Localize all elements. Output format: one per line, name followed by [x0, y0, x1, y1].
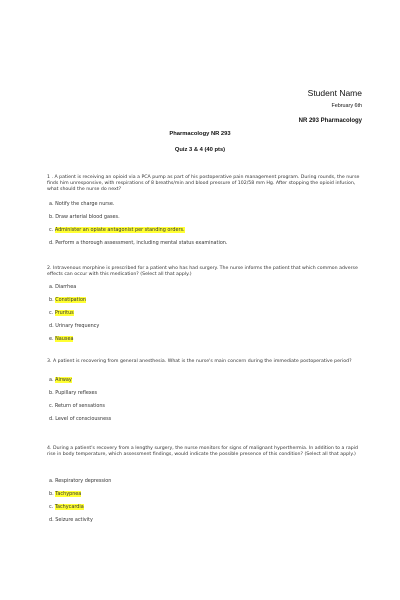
- question-3: 3. A patient is recovering from general anesthesia. What is the nurse's main concern during the immediate postoperative period?: [47, 359, 352, 364]
- highlighted-answer: Tachycardia: [54, 504, 84, 510]
- q2-option-c: c. Pruritus: [49, 310, 74, 316]
- q1-option-c: c. Administer an opiate antagonist per standing orders.: [49, 227, 185, 233]
- quiz-title: Pharmacology NR 293: [169, 131, 231, 137]
- question-1: 1 . A patient is receiving an opioid via a PCA pump as part of his postoperative pain management program. During rounds, the nurse finds him unresponsive, with respirations of 8 breaths/min and blood pressure of 102/58 mm Hg. After stopping the opioid infusion, what should the nurse do next?: [47, 175, 360, 193]
- q2-option-e: e. Nausea: [49, 336, 74, 342]
- highlighted-answer: Pruritus: [54, 310, 74, 316]
- q3-option-d: d. Level of consciousness: [49, 416, 112, 422]
- q4-option-c: c. Tachycardia: [49, 504, 84, 510]
- date: February 6th: [331, 103, 362, 109]
- course-name: NR 293 Pharmacology: [298, 118, 362, 124]
- q3-option-c: c. Return of sensations: [49, 403, 105, 409]
- highlighted-answer: Administer an opiate antagonist per standing orders.: [54, 227, 185, 233]
- q2-option-a: a. Diarrhea: [49, 284, 77, 290]
- q4-option-d: d. Seizure activity: [49, 517, 93, 523]
- q4-option-b: b. Tachypnea: [49, 491, 82, 497]
- highlighted-answer: Constipation: [55, 297, 87, 303]
- q3-option-b: b. Pupillary reflexes: [49, 390, 98, 396]
- question-2: 2. Intravenous morphine is prescribed for a patient who has had surgery. The nurse informs the patient that which common adverse effects can occur with this medication? (Select all that apply.): [47, 266, 358, 278]
- q4-option-a: a. Respiratory depression: [49, 478, 112, 484]
- q1-option-d: d. Perform a thorough assessment, including mental status examination.: [49, 240, 228, 246]
- highlighted-answer: Airway: [55, 377, 72, 383]
- q1-option-a: a. Notify the charge nurse.: [49, 201, 115, 207]
- q3-option-a: a. Airway: [49, 377, 72, 383]
- q2-option-d: d. Urinary frequency: [49, 323, 100, 329]
- q2-option-b: b. Constipation: [49, 297, 87, 303]
- question-4: 4. During a patient's recovery from a lengthy surgery, the nurse monitors for signs of malignant hyperthermia. In addition to a rapid rise in body temperature, which assessment findings, would indicate the possible presence of this condition? (Select all that apply.): [47, 446, 358, 458]
- highlighted-answer: Nausea: [55, 336, 74, 342]
- student-name: Student Name: [307, 88, 362, 98]
- quiz-subtitle: Quiz 3 & 4 (40 pts): [174, 147, 226, 153]
- q1-option-b: b. Draw arterial blood gases.: [49, 214, 120, 220]
- highlighted-answer: Tachypnea: [55, 491, 82, 497]
